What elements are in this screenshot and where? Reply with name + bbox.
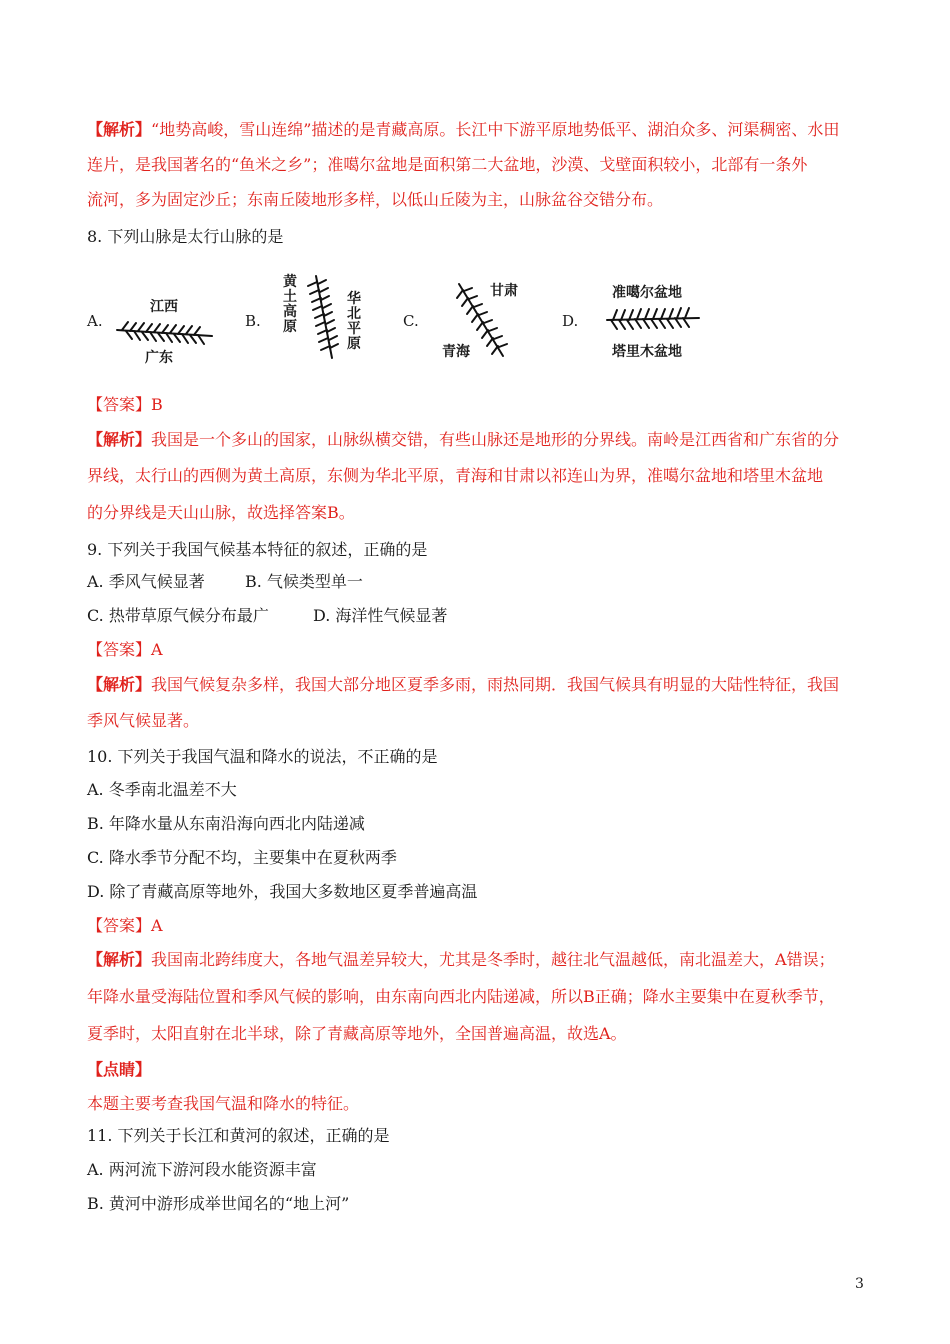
q9-option-a[interactable]: A. 季风气候显著 xyxy=(87,572,205,591)
q8-option-a-label[interactable]: A. xyxy=(87,312,103,330)
q11-option-a[interactable]: A. 两河流下游河段水能资源丰富 xyxy=(87,1160,317,1179)
label-loess-plateau: 黄土高原 xyxy=(283,274,297,335)
label-north-china-plain: 华北平原 xyxy=(347,291,361,352)
q9-stem: 9. 下列关于我国气候基本特征的叙述，正确的是 xyxy=(87,540,428,559)
q8-stem: 8. 下列山脉是太行山脉的是 xyxy=(87,227,284,246)
q11-option-b[interactable]: B. 黄河中游形成举世闻名的“地上河” xyxy=(87,1194,350,1213)
label-junggar-basin: 准噶尔盆地 xyxy=(612,285,682,301)
analysis-tag: 【解析】 xyxy=(87,950,152,969)
q10-analysis-line-3: 夏季时，太阳直射在北半球，除了青藏高原等地外，全国普遍高温，故选A。 xyxy=(87,1024,627,1043)
q10-comment: 本题主要考查我国气温和降水的特征。 xyxy=(87,1094,360,1113)
q10-option-a[interactable]: A. 冬季南北温差不大 xyxy=(87,780,237,799)
q9-answer: 【答案】A xyxy=(87,640,163,659)
label-tarim-basin: 塔里木盆地 xyxy=(612,344,682,360)
q8-analysis-line-2: 界线，太行山的西侧为黄土高原，东侧为华北平原，青海和甘肃以祁连山为界，准噶尔盆地和塔里木盆地 xyxy=(87,466,824,485)
q10-stem: 10. 下列关于我国气温和降水的说法，不正确的是 xyxy=(87,747,438,766)
q10-comment-tag: 【点睛】 xyxy=(87,1060,152,1079)
label-gansu: 甘肃 xyxy=(490,283,518,299)
mountain-ridge-icon xyxy=(298,272,348,362)
analysis-tag: 【解析】 xyxy=(87,430,152,449)
q10-option-d[interactable]: D. 除了青藏高原等地外，我国大多数地区夏季普遍高温 xyxy=(87,882,478,901)
label-guangdong: 广东 xyxy=(145,350,173,366)
q9-option-b[interactable]: B. 气候类型单一 xyxy=(245,572,363,591)
q9-option-c[interactable]: C. 热带草原气候分布最广 xyxy=(87,606,269,625)
analysis-tag: 【解析】 xyxy=(87,675,152,694)
q8-option-b-label[interactable]: B. xyxy=(245,312,261,330)
analysis-tag: 【解析】 xyxy=(87,120,152,139)
q7-analysis-line-3: 流河，多为固定沙丘；东南丘陵地形多样，以低山丘陵为主，山脉盆谷交错分布。 xyxy=(87,190,664,209)
label-qinghai: 青海 xyxy=(442,344,470,360)
q11-stem: 11. 下列关于长江和黄河的叙述，正确的是 xyxy=(87,1126,390,1145)
q9-option-d[interactable]: D. 海洋性气候显著 xyxy=(313,606,448,625)
q9-analysis-line-1: 【解析】我国气候复杂多样，我国大部分地区夏季多雨，雨热同期．我国气候具有明显的大陆性特征，我国 xyxy=(87,675,840,694)
q8-option-d-label[interactable]: D. xyxy=(562,312,579,330)
q10-answer: 【答案】A xyxy=(87,916,163,935)
q8-analysis-line-3: 的分界线是天山山脉，故选择答案B。 xyxy=(87,503,355,522)
q7-analysis-line-1: 【解析】“地势高峻，雪山连绵”描述的是青藏高原。长江中下游平原地势低平、湖泊众多、河渠稠密、水田 xyxy=(87,120,840,139)
q8-analysis-line-1: 【解析】我国是一个多山的国家，山脉纵横交错，有些山脉还是地形的分界线。南岭是江西省和广东省的分 xyxy=(87,430,840,449)
label-jiangxi: 江西 xyxy=(150,299,178,315)
q8-option-c-label[interactable]: C. xyxy=(403,312,419,330)
mountain-ridge-icon xyxy=(112,310,217,350)
q10-analysis-line-2: 年降水量受海陆位置和季风气候的影响，由东南向西北内陆递减，所以B正确；降水主要集中在夏秋季节， xyxy=(87,987,835,1006)
page-number: 3 xyxy=(855,1276,864,1292)
q9-analysis-line-2: 季风气候显著。 xyxy=(87,711,200,730)
q10-option-c[interactable]: C. 降水季节分配不均，主要集中在夏秋两季 xyxy=(87,848,397,867)
q10-analysis-line-1: 【解析】我国南北跨纬度大，各地气温差异较大，尤其是冬季时，越往北气温越低，南北温差大，A错误； xyxy=(87,950,835,969)
q10-option-b[interactable]: B. 年降水量从东南沿海向西北内陆递减 xyxy=(87,814,365,833)
mountain-ridge-icon xyxy=(603,300,703,336)
q8-answer: 【答案】B xyxy=(87,395,163,414)
q7-analysis-line-2: 连片，是我国著名的“鱼米之乡”；准噶尔盆地是面积第二大盆地，沙漠、戈壁面积较小，北部有一条外 xyxy=(87,155,808,174)
